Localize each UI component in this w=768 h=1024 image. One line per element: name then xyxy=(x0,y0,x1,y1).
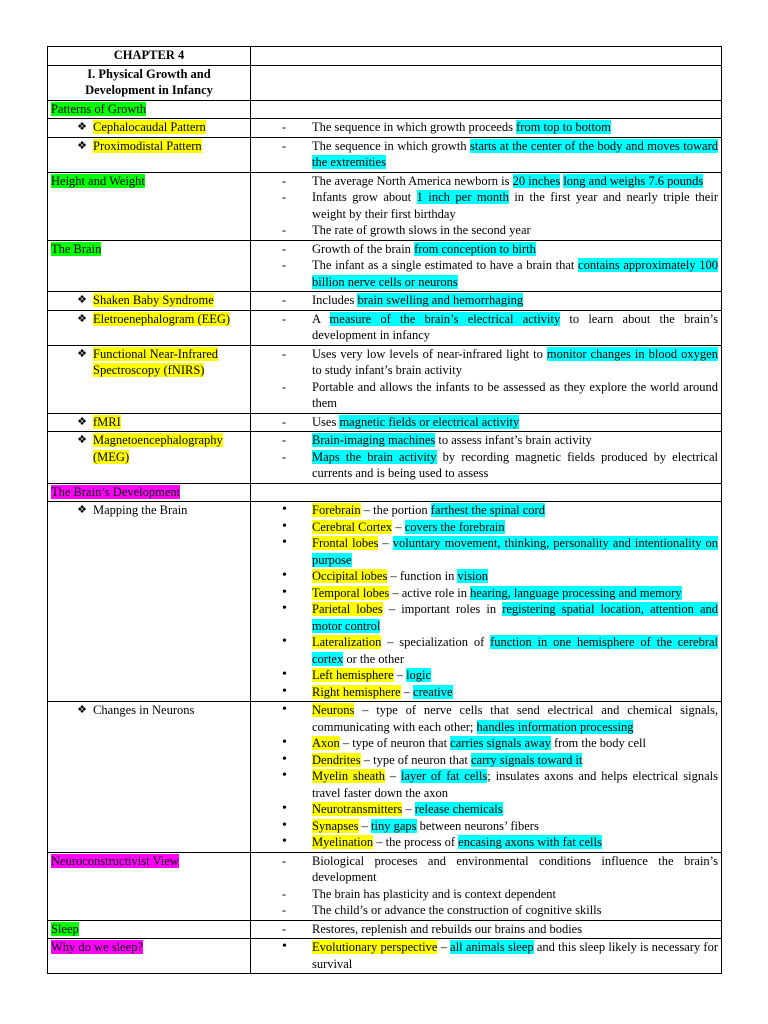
bullet-icon: • xyxy=(282,584,287,600)
list-item: - The brain has plasticity and is context dependent xyxy=(282,886,557,901)
list-item: • Axon – type of neuron that carries signals away from the body cell xyxy=(254,735,718,752)
topic-brain-development: The Brain’s Development xyxy=(51,484,181,499)
table-row xyxy=(48,483,722,502)
bullet-icon: • xyxy=(282,667,287,682)
table-row xyxy=(48,345,722,413)
notes-table xyxy=(47,46,722,974)
table-row xyxy=(48,920,722,939)
topic-patterns-of-growth: Patterns of Growth xyxy=(51,101,147,116)
list-item: • Left hemisphere – logic xyxy=(254,667,718,684)
list-item: • Forebrain – the portion farthest the spinal cord xyxy=(254,502,718,519)
diamond-bullet-icon: ❖ xyxy=(77,704,87,716)
table-row xyxy=(48,65,722,100)
diamond-bullet-icon: ❖ xyxy=(77,294,87,306)
bullet-icon: • xyxy=(282,702,287,717)
subtopic-label: Magnetoencephalography (MEG) xyxy=(93,433,223,464)
list-item: - Restores, replenish and rebuilds our brains and bodies xyxy=(282,921,583,936)
list-item: - Brain-imaging machines to assess infant’s brain activity xyxy=(282,433,592,447)
table-row xyxy=(48,310,722,345)
list-item: • Synapses – tiny gaps between neurons’ fibers xyxy=(254,818,718,835)
topic-height-weight: Height and Weight xyxy=(51,173,145,188)
diamond-bullet-icon: ❖ xyxy=(77,415,87,428)
bullet-icon: • xyxy=(282,568,287,583)
neurons-list xyxy=(254,702,718,851)
subtopic-label: Proximodistal Pattern xyxy=(93,138,202,153)
diamond-bullet-icon: ❖ xyxy=(77,347,87,360)
bullet-icon: • xyxy=(282,834,287,849)
table-row xyxy=(48,939,722,974)
topic-neuroconstructivist: Neuroconstructivist View xyxy=(51,853,179,868)
notes-document xyxy=(47,46,721,974)
list-item: - Maps the brain activity by recording magnetic fields produced by electrical currents and is being used to assess xyxy=(282,449,718,480)
diamond-bullet-icon: ❖ xyxy=(77,121,87,133)
list-item: - Includes brain swelling and hemorrhaging xyxy=(282,293,524,307)
table-row xyxy=(48,432,722,484)
list-item: - Growth of the brain from conception to birth xyxy=(282,241,536,256)
list-item: - Uses magnetic fields or electrical activity xyxy=(282,414,520,429)
list-item: • Parietal lobes – important roles in registering spatial location, attention and motor control xyxy=(254,601,718,634)
list-item: • Lateralization – specialization of function in one hemisphere of the cerebral cortex or the other xyxy=(254,634,718,667)
list-item: - Uses very low levels of near-infrared light to monitor changes in blood oxygen to study infant’s brain activity xyxy=(282,346,718,377)
list-item: • Evolutionary perspective – all animals sleep and this sleep likely is necessary for survival xyxy=(282,939,719,971)
list-item: • Neurons – type of nerve cells that send electrical and chemical signals, communicating with each other; handles information processing xyxy=(254,702,718,735)
topic-the-brain: The Brain xyxy=(51,241,102,256)
table-row xyxy=(48,119,722,138)
list-item: - The average North America newborn is 20 inches long and weighs 7.6 pounds xyxy=(282,173,704,188)
list-item: - A measure of the brain’s electrical activity to learn about the brain’s development in infancy xyxy=(282,311,718,342)
list-item: - The infant as a single estimated to have a brain that contains approximately 100 billion nerve cells or neurons xyxy=(282,258,719,289)
table-row xyxy=(48,172,722,240)
bullet-icon: • xyxy=(282,683,287,699)
diamond-bullet-icon: ❖ xyxy=(77,504,87,516)
list-item: - The rate of growth slows in the second year xyxy=(282,223,531,237)
list-item: • Cerebral Cortex – covers the forebrain xyxy=(254,519,718,536)
subtopic-label: Mapping the Brain xyxy=(93,503,188,517)
list-item: • Right hemisphere – creative xyxy=(254,684,718,701)
table-row xyxy=(48,292,722,311)
table-row xyxy=(48,413,722,432)
diamond-bullet-icon: ❖ xyxy=(77,434,87,446)
bullet-icon: • xyxy=(282,502,287,517)
list-item: • Dendrites – type of neuron that carry signals toward it xyxy=(254,752,718,769)
table-row xyxy=(48,240,722,292)
list-item: - The child’s or advance the construction of cognitive skills xyxy=(282,903,602,917)
list-item: • Myelination – the process of encasing axons with fat cells xyxy=(254,834,718,851)
diamond-bullet-icon: ❖ xyxy=(77,139,87,152)
list-item: - The sequence in which growth starts at the center of the body and moves toward the extremities xyxy=(282,138,718,169)
bullet-icon: • xyxy=(282,751,287,767)
list-item: • Frontal lobes – voluntary movement, thinking, personality and intentionality on purpose xyxy=(254,535,718,568)
list-item: • Temporal lobes – active role in hearing, language processing and memory xyxy=(254,585,718,602)
bullet-icon: • xyxy=(282,634,287,649)
list-item: • Occipital lobes – function in vision xyxy=(254,568,718,585)
chapter-title: CHAPTER 4 xyxy=(48,47,251,66)
subtopic-label: Changes in Neurons xyxy=(93,703,195,717)
list-item: • Neurotransmitters – release chemicals xyxy=(254,801,718,818)
table-row xyxy=(48,702,722,853)
list-item: - Portable and allows the infants to be assessed as they explore the world around them xyxy=(282,379,718,410)
table-row xyxy=(48,502,722,702)
topic-why-sleep: Why do we sleep? xyxy=(51,940,143,954)
subtopic-label: Functional Near-Infrared Spectroscopy (fNIRS) xyxy=(93,346,219,377)
table-row xyxy=(48,137,722,172)
table-row xyxy=(48,852,722,920)
bullet-icon: • xyxy=(282,768,287,783)
subtopic-label: Cephalocaudal Pattern xyxy=(93,120,206,134)
bullet-icon: • xyxy=(282,518,287,534)
list-item: - Infants grow about 1 inch per month in the first year and nearly triple their weight by their first birthday xyxy=(282,190,718,221)
subtopic-label: Eletroenephalogram (EEG) xyxy=(93,311,231,326)
section-title: I. Physical Growth and Development in Infancy xyxy=(48,65,251,100)
bullet-icon: • xyxy=(282,601,287,616)
list-item: • Myelin sheath – layer of fat cells; insulates axons and helps electrical signals travel faster down the axon xyxy=(254,768,718,801)
bullet-icon: • xyxy=(282,801,287,816)
diamond-bullet-icon: ❖ xyxy=(77,312,87,325)
mapping-brain-list xyxy=(254,502,718,700)
subtopic-label: fMRI xyxy=(93,414,121,429)
bullet-icon: • xyxy=(282,735,287,750)
topic-sleep: Sleep xyxy=(51,921,79,936)
list-item: - The sequence in which growth proceeds from top to bottom xyxy=(282,120,611,134)
table-row xyxy=(48,100,722,119)
subtopic-label: Shaken Baby Syndrome xyxy=(93,293,214,307)
list-item: - Biological proceses and environmental conditions influence the brain’s development xyxy=(282,853,718,884)
bullet-icon: • xyxy=(282,817,287,833)
bullet-icon: • xyxy=(282,535,287,550)
table-row xyxy=(48,47,722,66)
